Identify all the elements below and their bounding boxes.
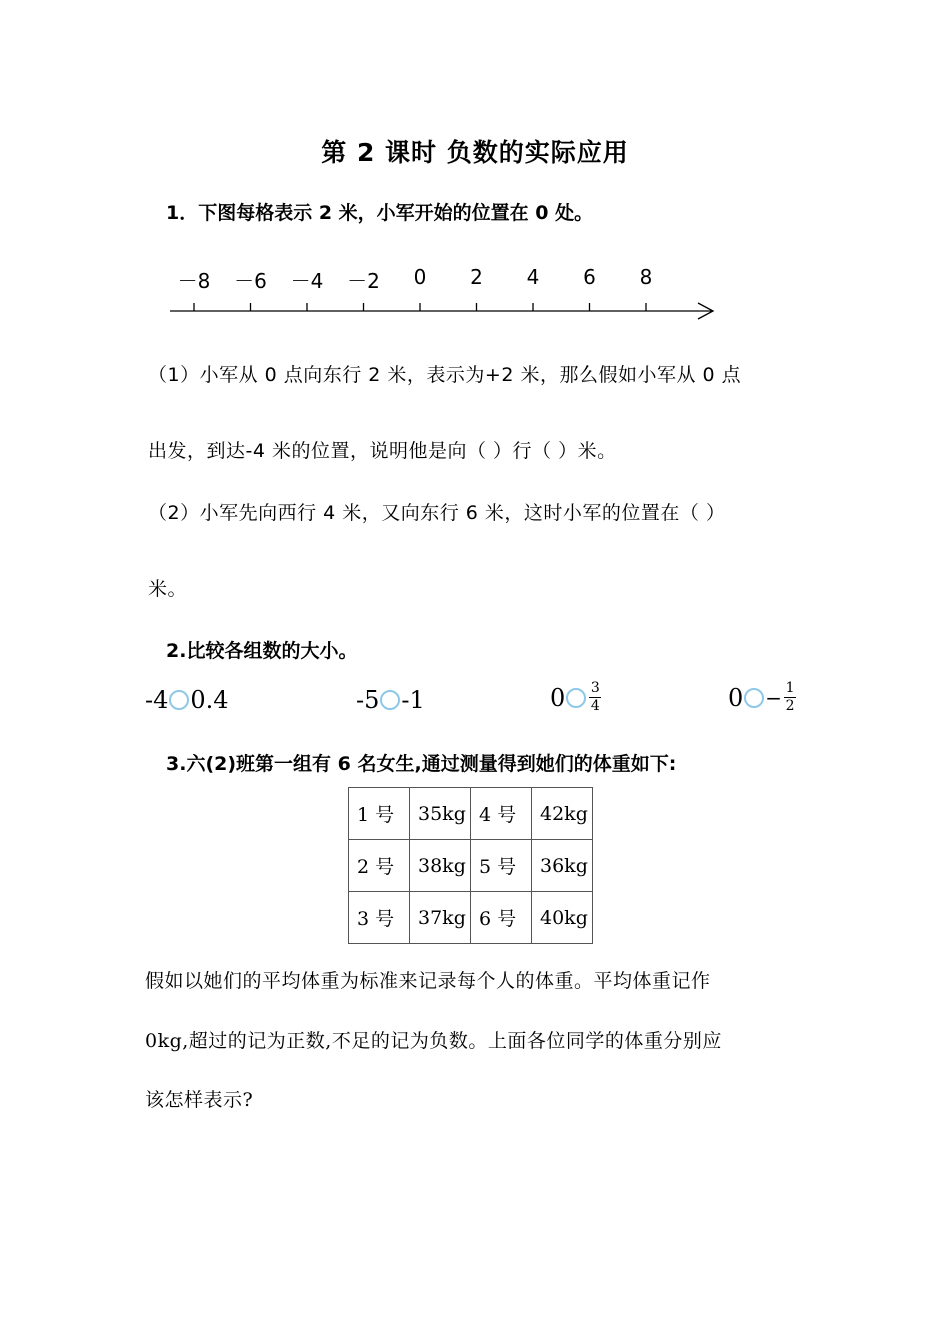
fraction-denominator: 4 [590, 698, 600, 714]
comparison-left: -5 [356, 686, 380, 714]
comparison-3 [550, 681, 601, 714]
table-cell: 2 号 [349, 840, 410, 892]
fraction [784, 681, 796, 714]
number-line-label: 6 [583, 265, 596, 289]
table-cell: 5 号 [471, 840, 532, 892]
page-title: 第 2 课时 负数的实际应用 [321, 138, 629, 167]
number-line-label: －2 [347, 269, 380, 293]
comparison-4 [728, 681, 796, 714]
comparison-left: -4 [145, 686, 169, 714]
table-cell: 3 号 [349, 892, 410, 944]
number-line [160, 262, 740, 332]
fraction-numerator: 1 [785, 680, 795, 696]
fraction [589, 681, 601, 714]
q1-heading: 1．下图每格表示 2 米，小军开始的位置在 0 处。 [166, 202, 594, 224]
comparison-right: 0.4 [190, 686, 229, 714]
table-cell: 35kg [410, 788, 471, 840]
negative-sign: − [765, 685, 783, 710]
table-row [349, 840, 593, 892]
number-line-label: 0 [413, 265, 427, 289]
q3-text-line1: 假如以她们的平均体重为标准来记录每个人的体重。平均体重记作 [145, 970, 711, 992]
number-line-label: －8 [177, 269, 211, 293]
q3-heading: 3.六(2)班第一组有 6 名女生,通过测量得到她们的体重如下: [166, 753, 677, 775]
number-line-label: 8 [639, 265, 653, 289]
number-line-label: 4 [526, 265, 540, 289]
q1-part1-line1: （1）小军从 0 点向东行 2 米，表示为+2 米，那么假如小军从 0 点 [148, 364, 742, 386]
number-line-label: 2 [470, 265, 483, 289]
q3-text-line2: 0kg,超过的记为正数,不足的记为负数。上面各位同学的体重分别应 [145, 1030, 722, 1052]
q2-heading: 2.比较各组数的大小。 [166, 640, 358, 662]
fraction-numerator: 3 [590, 680, 600, 696]
table-cell: 1 号 [349, 788, 410, 840]
table-cell: 36kg [532, 840, 593, 892]
table-cell: 38kg [410, 840, 471, 892]
comparison-blank[interactable] [380, 690, 400, 710]
comparison-left: 0 [728, 683, 744, 712]
q1-part1-line2: 出发，到达-4 米的位置，说明他是向（ ）行（ ）米。 [148, 440, 617, 462]
fraction-denominator: 2 [785, 698, 795, 714]
q1-part2-line1: （2）小军先向西行 4 米，又向东行 6 米，这时小军的位置在（ ） [148, 502, 726, 524]
number-line-label: －6 [234, 269, 267, 293]
weight-table [348, 787, 593, 944]
table-cell: 42kg [532, 788, 593, 840]
comparison-2 [356, 686, 425, 714]
comparison-blank[interactable] [169, 690, 189, 710]
table-row [349, 892, 593, 944]
table-row [349, 788, 593, 840]
number-line-label: －4 [290, 269, 324, 293]
q3-text-line3: 该怎样表示? [145, 1089, 254, 1111]
table-cell: 40kg [532, 892, 593, 944]
comparison-left: 0 [550, 683, 566, 712]
comparison-right: -1 [401, 686, 425, 714]
comparison-1 [145, 686, 229, 714]
table-cell: 4 号 [471, 788, 532, 840]
table-cell: 37kg [410, 892, 471, 944]
table-cell: 6 号 [471, 892, 532, 944]
comparison-blank[interactable] [566, 688, 586, 708]
q1-part2-line2: 米。 [148, 578, 188, 600]
comparison-blank[interactable] [744, 688, 764, 708]
